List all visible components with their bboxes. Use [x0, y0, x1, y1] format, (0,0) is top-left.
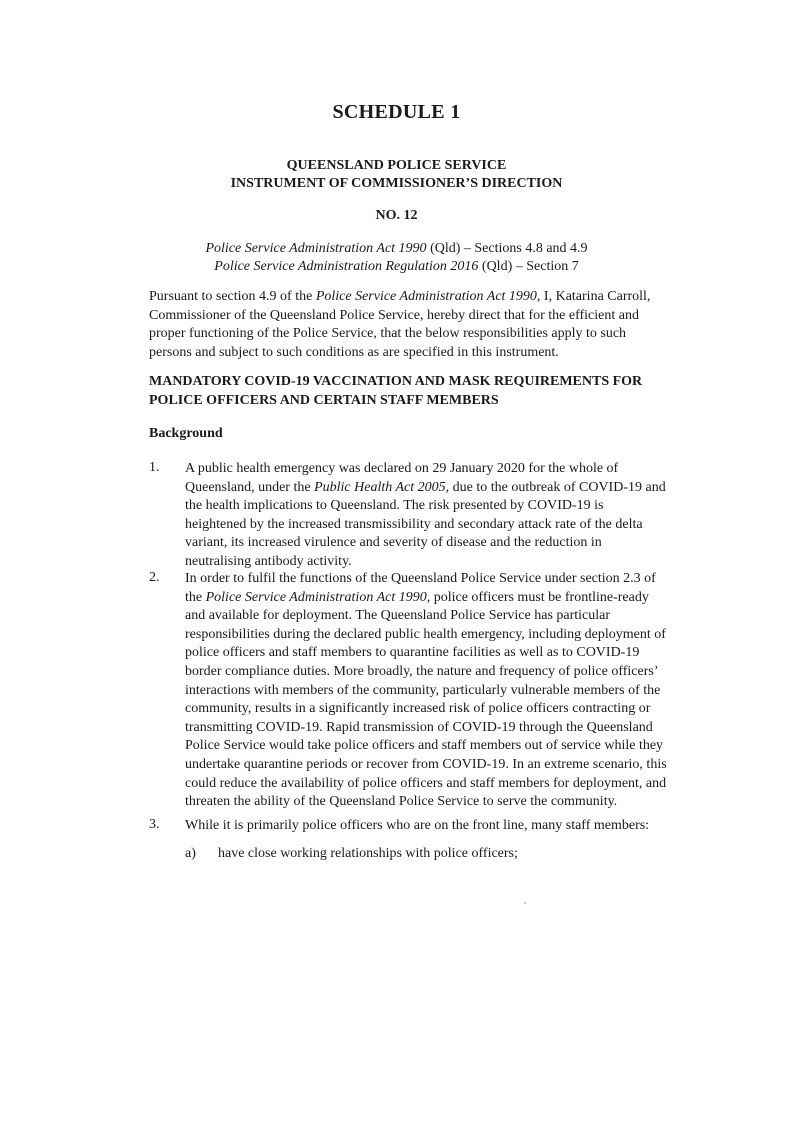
mandatory-requirements-heading: MANDATORY COVID-19 VACCINATION AND MASK REQUIREMENTS FOR POLICE OFFICERS AND CERTAIN STAFF MEMBERS [149, 374, 643, 408]
paragraph-2: In order to fulfil the functions of the Queensland Police Service under section 2.3 of the Police Service Administration Act 1990, police officers must be frontline-ready and available for deployment. The Queensland Police Service has particular responsibilities during the declared public health emergency, including deployment of police officers and staff members to quarantine facilities as well as to COVID-19 border compliance duties. More broadly, the nature and frequency of police officers’ interactions with members of the community, particularly vulnerable members of the community, results in a significantly increased risk of police officers contracting or transmitting COVID-19. Rapid transmission of COVID-19 through the Queensland Police Service would take police officers and staff members out of service while they undertake quarantine periods or recover from COVID-19. In an extreme scenario, this could reduce the availability of police officers and staff members for deployment, and threaten the ability of the Queensland Police Service to serve the community. [185, 571, 667, 810]
schedule-title: SCHEDULE 1 [332, 101, 461, 123]
paragraph-1: A public health emergency was declared on 29 January 2020 for the whole of Queensland, under the Public Health Act 2005, due to the outbreak of COVID-19 and the health implications to Queensland. The risk presented by COVID-19 is heightened by the increased transmissibility and secondary attack rate of the delta variant, its increased virulence and severity of disease and the reduction in neutralising antibody activity. [185, 461, 666, 569]
subitem-marker: a) [185, 846, 196, 861]
paragraph-act-name: Police Service Administration Act 1990 [205, 589, 427, 605]
paragraph-number: 2. [149, 570, 160, 585]
legislation-act-name: Police Service Administration Act 1990 [205, 241, 427, 256]
instrument-title: INSTRUMENT OF COMMISSIONER’S DIRECTION [230, 176, 563, 191]
scan-speck [524, 902, 526, 904]
direction-number: NO. 12 [375, 208, 418, 223]
background-heading: Background [149, 426, 223, 441]
paragraph-3: While it is primarily police officers who are on the front line, many staff members: [185, 818, 650, 833]
subitem-text: have close working relationships with police officers; [218, 846, 518, 861]
legislation-line-2 [0, 259, 793, 275]
intro-act-name: Police Service Administration Act 1990 [315, 289, 537, 304]
paragraph-number: 1. [149, 460, 160, 475]
paragraph-number: 3. [149, 817, 160, 832]
legislation-detail: (Qld) – Section 7 [478, 259, 579, 274]
legislation-act-name: Police Service Administration Regulation 2016 [214, 259, 479, 274]
intro-paragraph: Pursuant to section 4.9 of the Police Service Administration Act 1990, I, Katarina Carroll, Commissioner of the Queensland Police Service, hereby direct that for the efficient and proper functioning of the Police Service, that the below responsibilities apply to such persons and subject to such conditions as are specified in this instrument. [149, 289, 651, 360]
legislation-detail: (Qld) – Sections 4.8 and 4.9 [426, 241, 588, 256]
organization-heading: QUEENSLAND POLICE SERVICE [286, 158, 507, 173]
paragraph-act-name: Public Health Act 2005 [314, 479, 446, 495]
legislation-line-1 [0, 241, 793, 257]
